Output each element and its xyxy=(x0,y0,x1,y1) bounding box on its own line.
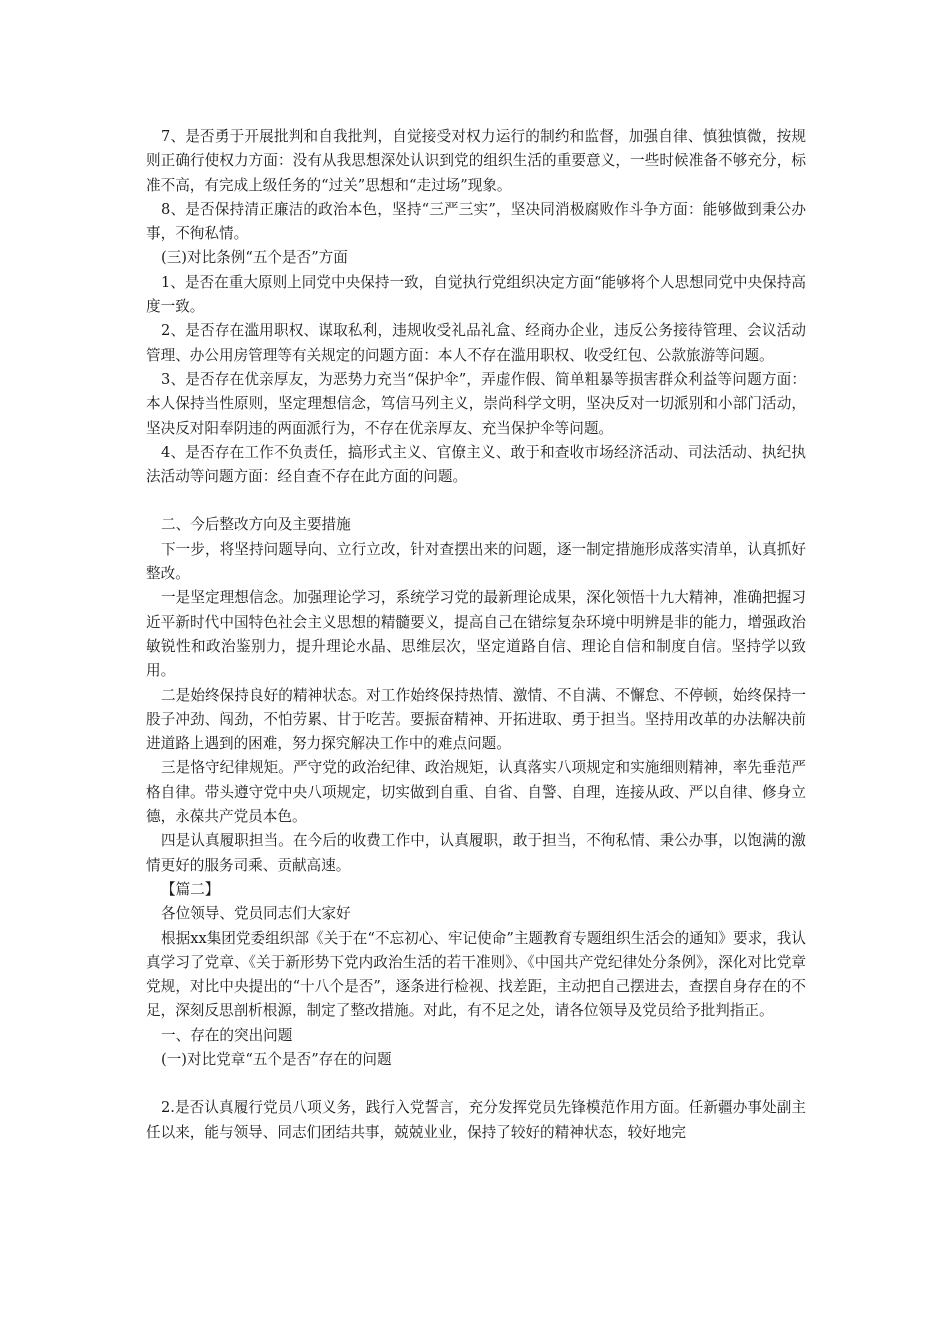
paragraph-introduction: 根据xx集团党委组织部《关于在“不忘初心、牢记使命”主题教育专题组织生活会的通知》要求，我认真学习了党章、《关于新形势下党内政治生活的若干准则》、《中国共产党纪律处分条例》，深化对比党章党规，对比中央提出的“十八个是否”，逐条进行检视、找差距，主动把自己摆进去，查摆自身存在的不足，深刻反思剖析根源，制定了整改措施。对此，有不足之处，请各位领导及党员给予批判指正。 xyxy=(146,929,806,1020)
section-heading-rectification: 二、今后整改方向及主要措施 xyxy=(161,516,351,534)
paragraph-next-step: 下一步，将坚持问题导向、立行立改，针对查摆出来的问题，逐一制定措施形成落实清单，认真抓好整改。 xyxy=(146,540,806,583)
paragraph-regulation-1: 1、是否在重大原则上同党中央保持一致，自觉执行党组织决定方面“能够将个人思想同党中央保持高度一致。 xyxy=(146,273,806,316)
paragraph-measure-4: 四是认真履职担当。在今后的收费工作中，认真履职，敢于担当，不徇私情、秉公办事，以饱满的激情更好的服务司乘、贡献高速。 xyxy=(146,832,806,874)
paragraph-regulation-4: 4、是否存在工作不负责任，搞形式主义、官僚主义、敢于和查收市场经济活动、司法活动、执纪执法活动等问题方面：经自查不存在此方面的问题。 xyxy=(146,443,806,486)
document-page xyxy=(146,125,806,1145)
subsection-heading-party-constitution: (一)对比党章“五个是否”存在的问题 xyxy=(161,1050,392,1068)
paragraph-regulation-2: 2、是否存在滥用职权、谋取私利，违规收受礼品礼盒、经商办企业，违反公务接待管理、会议活动管理、办公用房管理等有关规定的问题方面：本人不存在滥用职权、收受红包、公款旅游等问题。 xyxy=(146,322,806,364)
paragraph-measure-3: 三是恪守纪律规矩。严守党的政治纪律、政治规矩，认真落实八项规定和实施细则精神，率先垂范严格自律。带头遵守党中央八项规定，切实做到自重、自省、自警、自理，连接从政、严以自律、修身立德，永葆共产党员本色。 xyxy=(146,759,806,826)
paragraph-regulation-3: 3、是否存在优亲厚友，为恶势力充当“保护伞”，弄虚作假、简单粗暴等损害群众利益等问题方面：本人保持当性原则，坚定理想信念，笃信马列主义，崇尚科学文明，坚决反对一切派别和小部门活动，坚决反对阳奉阴违的两面派行为，不存在优亲厚友、充当保护伞等问题。 xyxy=(146,370,806,437)
paragraph-measure-1: 一是坚定理想信念。加强理论学习，系统学习党的最新理论成果，深化领悟十九大精神，准确把握习近平新时代中国特色社会主义思想的精髓要义，提高自己在错综复杂环境中明辨是非的能力，增强政治敏锐性和政治鉴别力，提升理论水晶、思维层次，坚定道路自信、理论自信和制度自信。坚持学以致用。 xyxy=(146,589,806,680)
paragraph-item-7-self-criticism: 7、是否勇于开展批判和自我批判，自觉接受对权力运行的制约和监督，加强自律、慎独慎微，按规则正确行使权力方面：没有从我思想深处认识到党的组织生活的重要意义，一些时候准备不够充分，标准不高，有完成上级任务的“过关”思想和“走过场”现象。 xyxy=(146,128,806,194)
section-heading-regulations: (三)对比条例“五个是否”方面 xyxy=(161,249,348,267)
paragraph-obligations: 2.是否认真履行党员八项义务，践行入党誓言，充分发挥党员先锋模范作用方面。任新疆办事处副主任以来，能与领导、同志们团结共事，兢兢业业，保持了较好的精神状态，较好地完 xyxy=(146,1099,806,1141)
greeting-line: 各位领导、党员同志们大家好 xyxy=(161,905,351,923)
paragraph-item-8-integrity: 8、是否保持清正廉洁的政治本色，坚持“三严三实”，坚决同消极腐败作斗争方面：能够做到秉公办事，不徇私情。 xyxy=(146,200,806,243)
part-two-heading: 【篇二】 xyxy=(161,880,220,898)
paragraph-measure-2: 二是始终保持良好的精神状态。对工作始终保持热情、激情、不自满、不懈怠、不停顿，始终保持一股子冲劲、闯劲，不怕劳累、甘于吃苦。要振奋精神、开拓进取、勇于担当。坚持用改革的办法解决前进道路上遇到的困难，努力探究解决工作中的难点问题。 xyxy=(146,686,806,753)
paragraph-spacer xyxy=(146,1072,806,1096)
section-heading-problems: 一、存在的突出问题 xyxy=(161,1026,293,1044)
paragraph-spacer xyxy=(146,489,806,513)
